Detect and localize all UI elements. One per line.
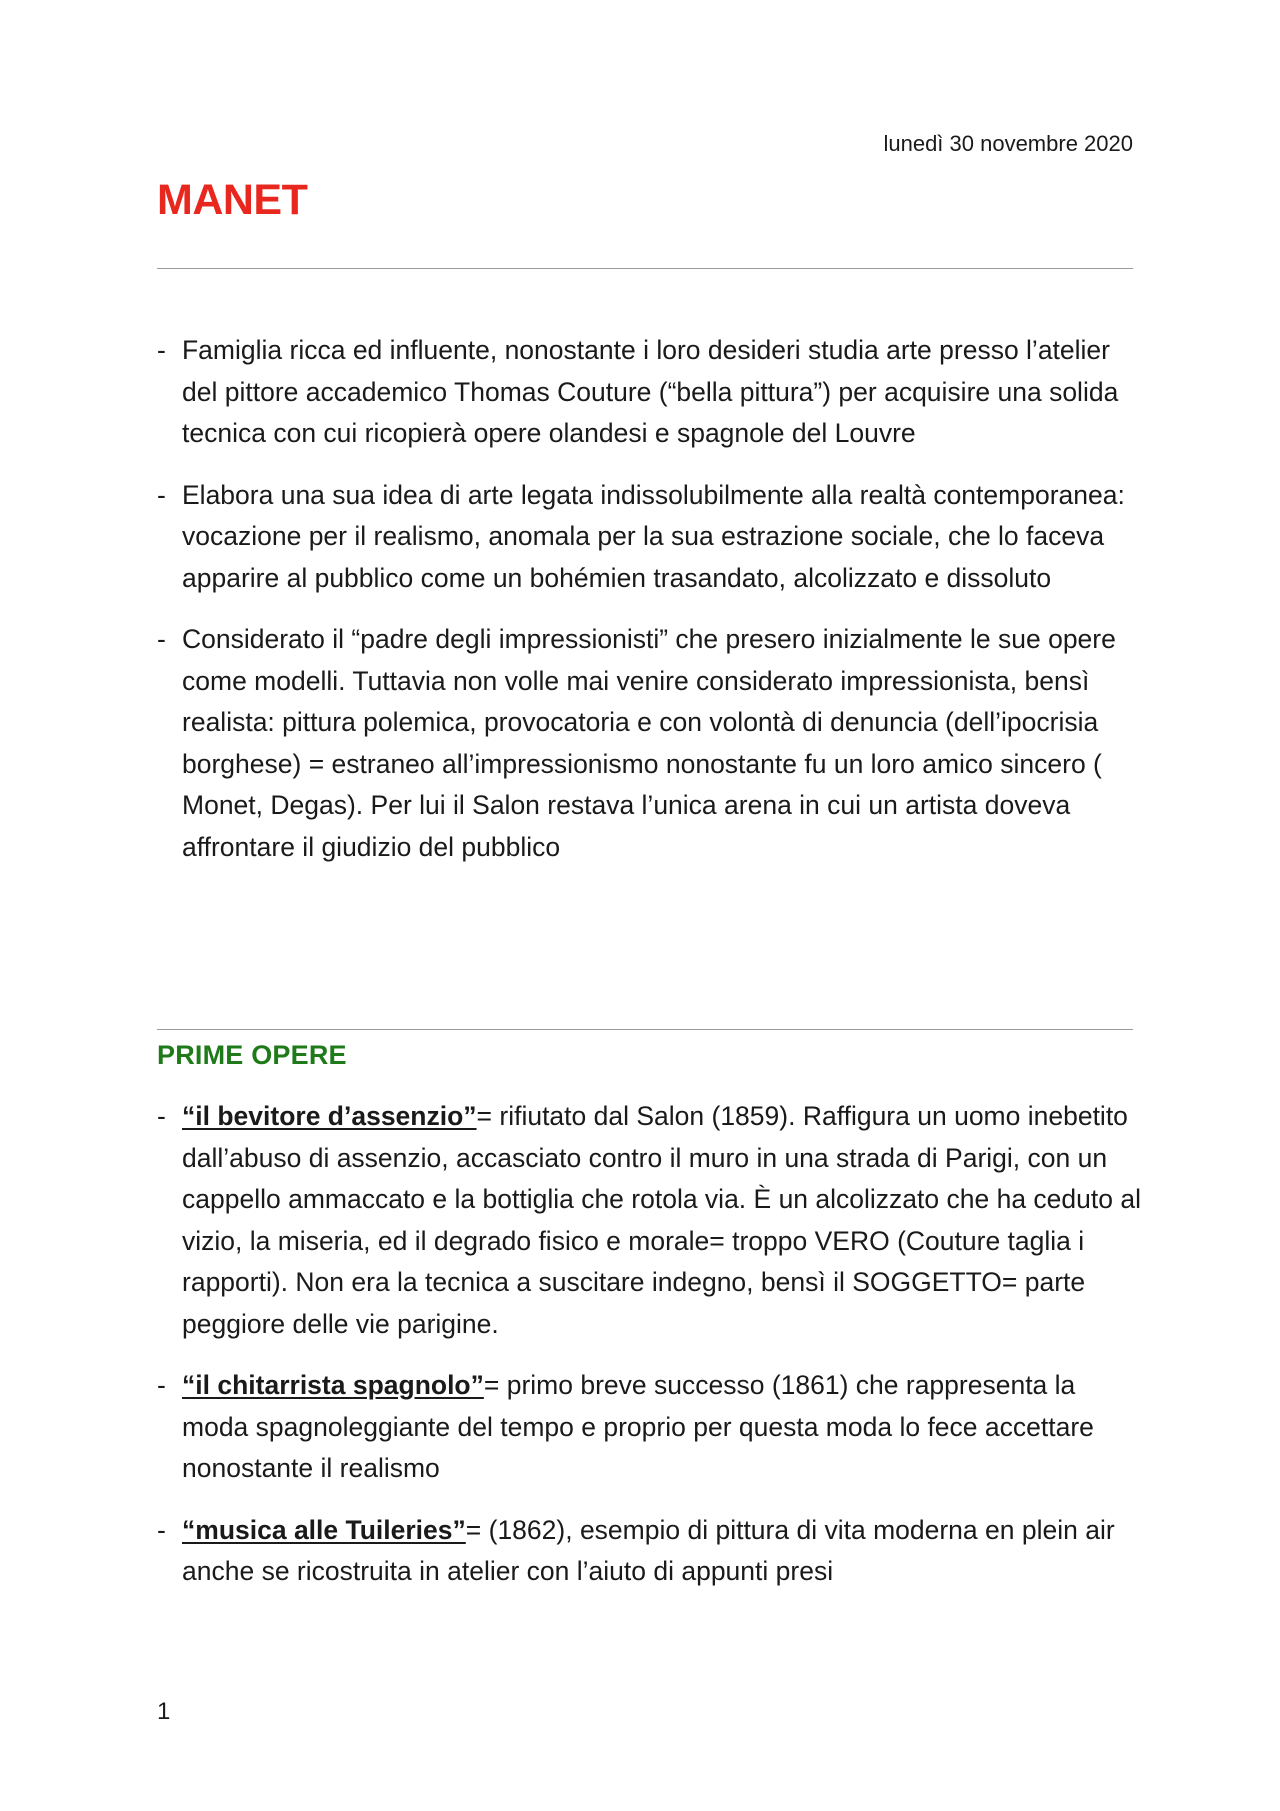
bullet-dash: - <box>157 479 166 510</box>
work-title: “il chitarrista spagnolo” <box>182 1370 484 1400</box>
document-date: lunedì 30 novembre 2020 <box>883 131 1133 156</box>
bullet-dash: - <box>157 1101 166 1131</box>
works-bullet-list <box>157 1096 1147 1613</box>
bullet-dash: - <box>157 1514 166 1545</box>
list-item <box>157 1096 1147 1345</box>
bullet-text: = (1862), esempio di pittura di vita moderna en plein air anche se ricostruita in atelier con l’aiuto di appunti presi <box>182 1514 1115 1586</box>
intro-bullet-list <box>157 330 1147 888</box>
document-title: MANET <box>157 176 308 224</box>
bullet-dash: - <box>157 624 166 654</box>
work-title: “musica alle Tuileries” <box>182 1514 466 1545</box>
work-title: “il bevitore d’assenzio” <box>182 1101 477 1131</box>
title-divider <box>157 268 1133 269</box>
bullet-text: Famiglia ricca ed influente, nonostante i loro desideri studia arte presso l’atelier del pittore accademico Thomas Couture (“bella pittura”) per acquisire una solida tecnica con cui ricopierà opere olandesi e spagnole del Louvre <box>182 335 1119 448</box>
bullet-text: Considerato il “padre degli impressionisti” che presero inizialmente le sue opere come modelli. Tuttavia non volle mai venire considerato impressionista, bensì realista: pittura polemica, provocatoria e con volontà di denuncia (dell’ipocrisia borghese) = estraneo all’impressionismo nonostante fu un loro amico sincero ( Monet, Degas). Per lui il Salon restava l’unica arena in cui un artista doveva affrontare il giudizio del pubblico <box>182 624 1116 862</box>
list-item <box>157 1510 1147 1593</box>
bullet-dash: - <box>157 335 166 365</box>
bullet-text: = rifiutato dal Salon (1859). Raffigura un uomo inebetito dall’abuso di assenzio, accasciato contro il muro in una strada di Parigi, con un cappello ammaccato e la bottiglia che rotola via. È un alcolizzato che ha ceduto al vizio, la miseria, ed il degrado fisico e morale= troppo VERO (Couture taglia i rapporti). Non era la tecnica a suscitare indegno, bensì il SOGGETTO= parte peggiore delle vie parigine. <box>182 1101 1141 1339</box>
list-item <box>157 1365 1147 1490</box>
page-number: 1 <box>157 1698 171 1725</box>
list-item <box>157 475 1147 600</box>
bullet-text: Elabora una sua idea di arte legata indissolubilmente alla realtà contemporanea: vocazione per il realismo, anomala per la sua estrazione sociale, che lo faceva apparire al pubblico come un bohémien trasandato, alcolizzato e dissoluto <box>182 479 1125 593</box>
list-item <box>157 330 1147 455</box>
bullet-text: = primo breve successo (1861) che rappresenta la moda spagnoleggiante del tempo e proprio per questa moda lo fece accettare nonostante il realismo <box>182 1370 1094 1483</box>
list-item <box>157 619 1147 868</box>
bullet-dash: - <box>157 1370 166 1400</box>
section-divider <box>157 1029 1133 1030</box>
section-title: PRIME OPERE <box>157 1040 347 1070</box>
